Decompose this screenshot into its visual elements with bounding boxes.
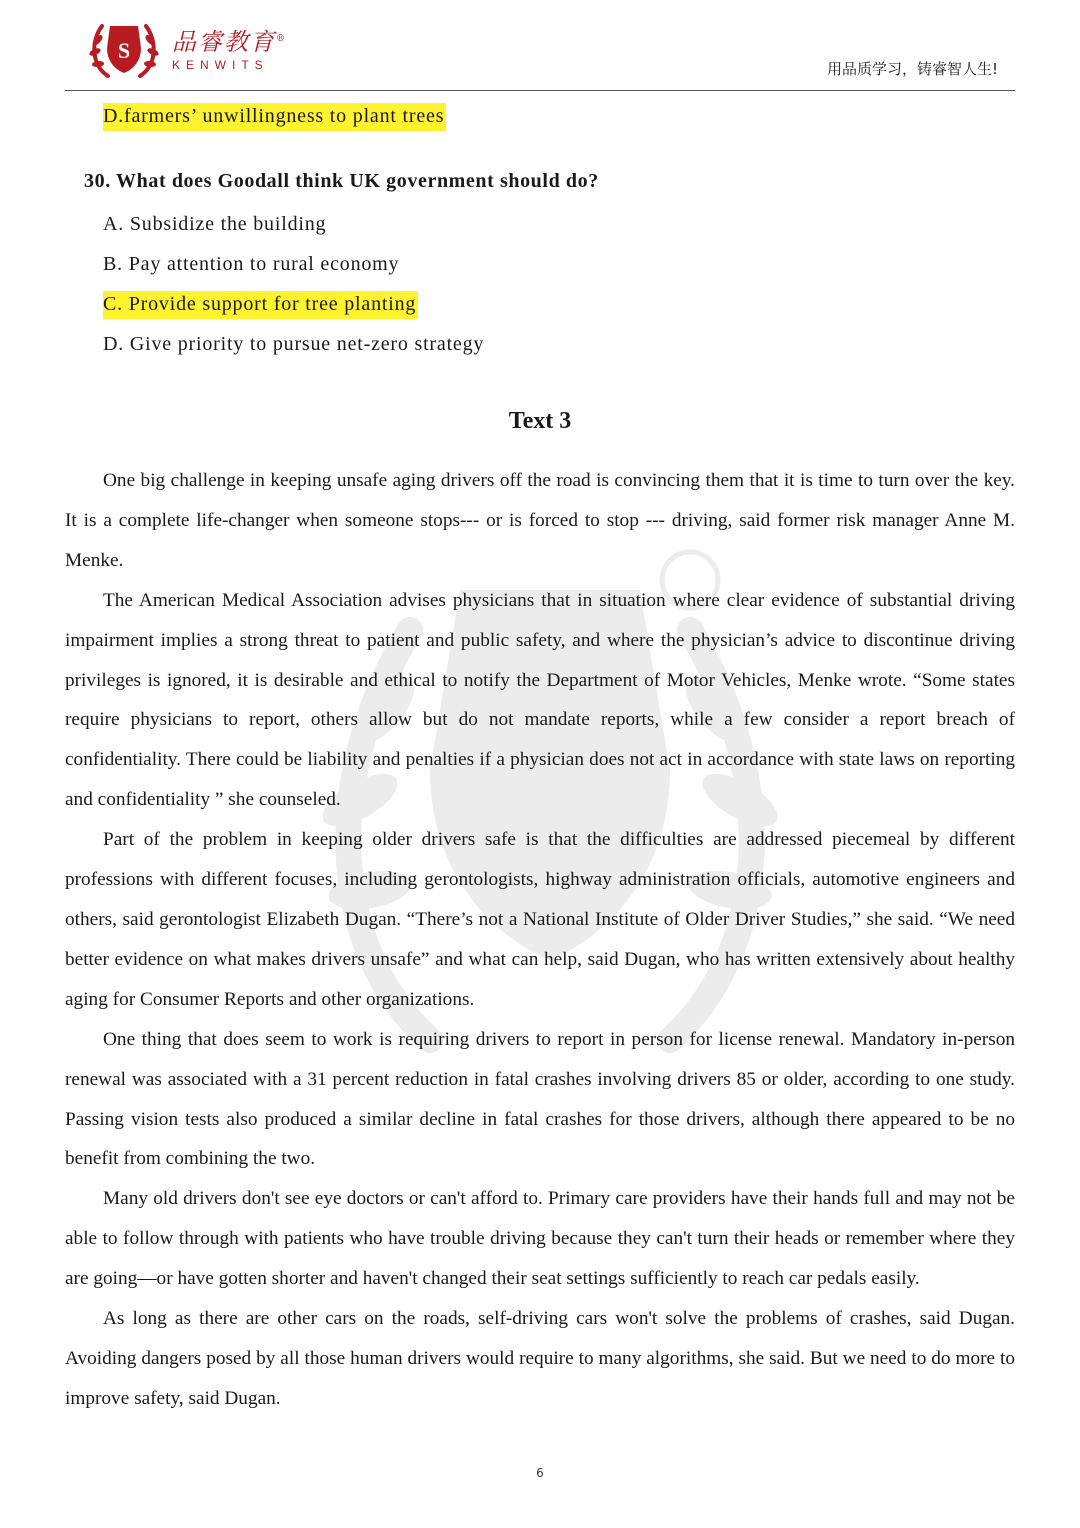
answer-highlight: D.farmers’ unwillingness to plant trees	[103, 103, 446, 131]
page-header	[0, 0, 1080, 92]
q30-option-d: D. Give priority to pursue net-zero strategy	[103, 333, 485, 355]
q30-option-a: A. Subsidize the building	[103, 213, 327, 235]
section-title: Text 3	[508, 408, 572, 434]
paragraph: One big challenge in keeping unsafe aging drivers off the road is convincing them that it is time to turn over the key. It is a complete life-changer when someone stops--- or is forced to stop --- driving, said former risk manager Anne M. Menke.	[65, 470, 1015, 571]
paragraph: Part of the problem in keeping older drivers safe is that the difficulties are addressed piecemeal by different professions with different focuses, including gerontologists, highway administration officials, automotive engineers and others, said gerontologist Elizabeth Dugan. “There’s not a National Institute of Older Driver Studies,” she said. “We need better evidence on what makes drivers unsafe” and what can help, said Dugan, who has written extensively about healthy aging for Consumer Reports and other organizations.	[65, 829, 1015, 1010]
kenwits-logo-icon	[88, 18, 160, 80]
paragraph: Many old drivers don't see eye doctors or can't afford to. Primary care providers have their hands full and may not be able to follow through with patients who have trouble driving because they can't turn their heads or remember where they are going—or have gotten shorter and haven't changed their seat settings sufficiently to reach car pedals easily.	[65, 1188, 1015, 1290]
q30-option-c	[103, 288, 418, 320]
logo-english-name: KENWITS	[172, 58, 269, 72]
page-number: 6	[536, 1466, 544, 1480]
q30-option-b: B. Pay attention to rural economy	[103, 253, 400, 275]
header-divider	[65, 90, 1015, 91]
article-body	[65, 461, 1015, 1419]
paragraph: As long as there are other cars on the roads, self-driving cars won't solve the problems of crashes, said Dugan. Avoiding dangers posed by all those human drivers would require to many algorithms, she said. But we need to do more to improve safety, said Dugan.	[65, 1308, 1015, 1409]
paragraph: The American Medical Association advises physicians that in situation where clear evidence of substantial driving impairment implies a strong threat to patient and public safety, and where the physician’s advice to discontinue driving privileges is ignored, it is desirable and ethical to notify the Department of Motor Vehicles, Menke wrote. “Some states require physicians to report, others allow but do not mandate reports, while a few consider a report breach of confidentiality. There could be liability and penalties if a physician does not act in accordance with state laws on reporting and confidentiality ” she counseled.	[65, 589, 1015, 811]
logo-chinese-name: 品睿教育®	[172, 28, 287, 56]
q29-option-d	[103, 100, 446, 132]
question-30-title: 30. What does Goodall think UK government should do?	[84, 170, 599, 192]
paragraph: One thing that does seem to work is requiring drivers to report in person for license renewal. Mandatory in-person renewal was associated with a 31 percent reduction in fatal crashes involving drivers 85 or older, according to one study. Passing vision tests also produced a similar decline in fatal crashes for those drivers, although there appeared to be no benefit from combining the two.	[65, 1028, 1015, 1170]
header-slogan: 用品质学习，铸睿智人生!	[826, 60, 998, 78]
svg-text:S: S	[117, 38, 131, 63]
answer-highlight: C. Provide support for tree planting	[103, 291, 418, 319]
